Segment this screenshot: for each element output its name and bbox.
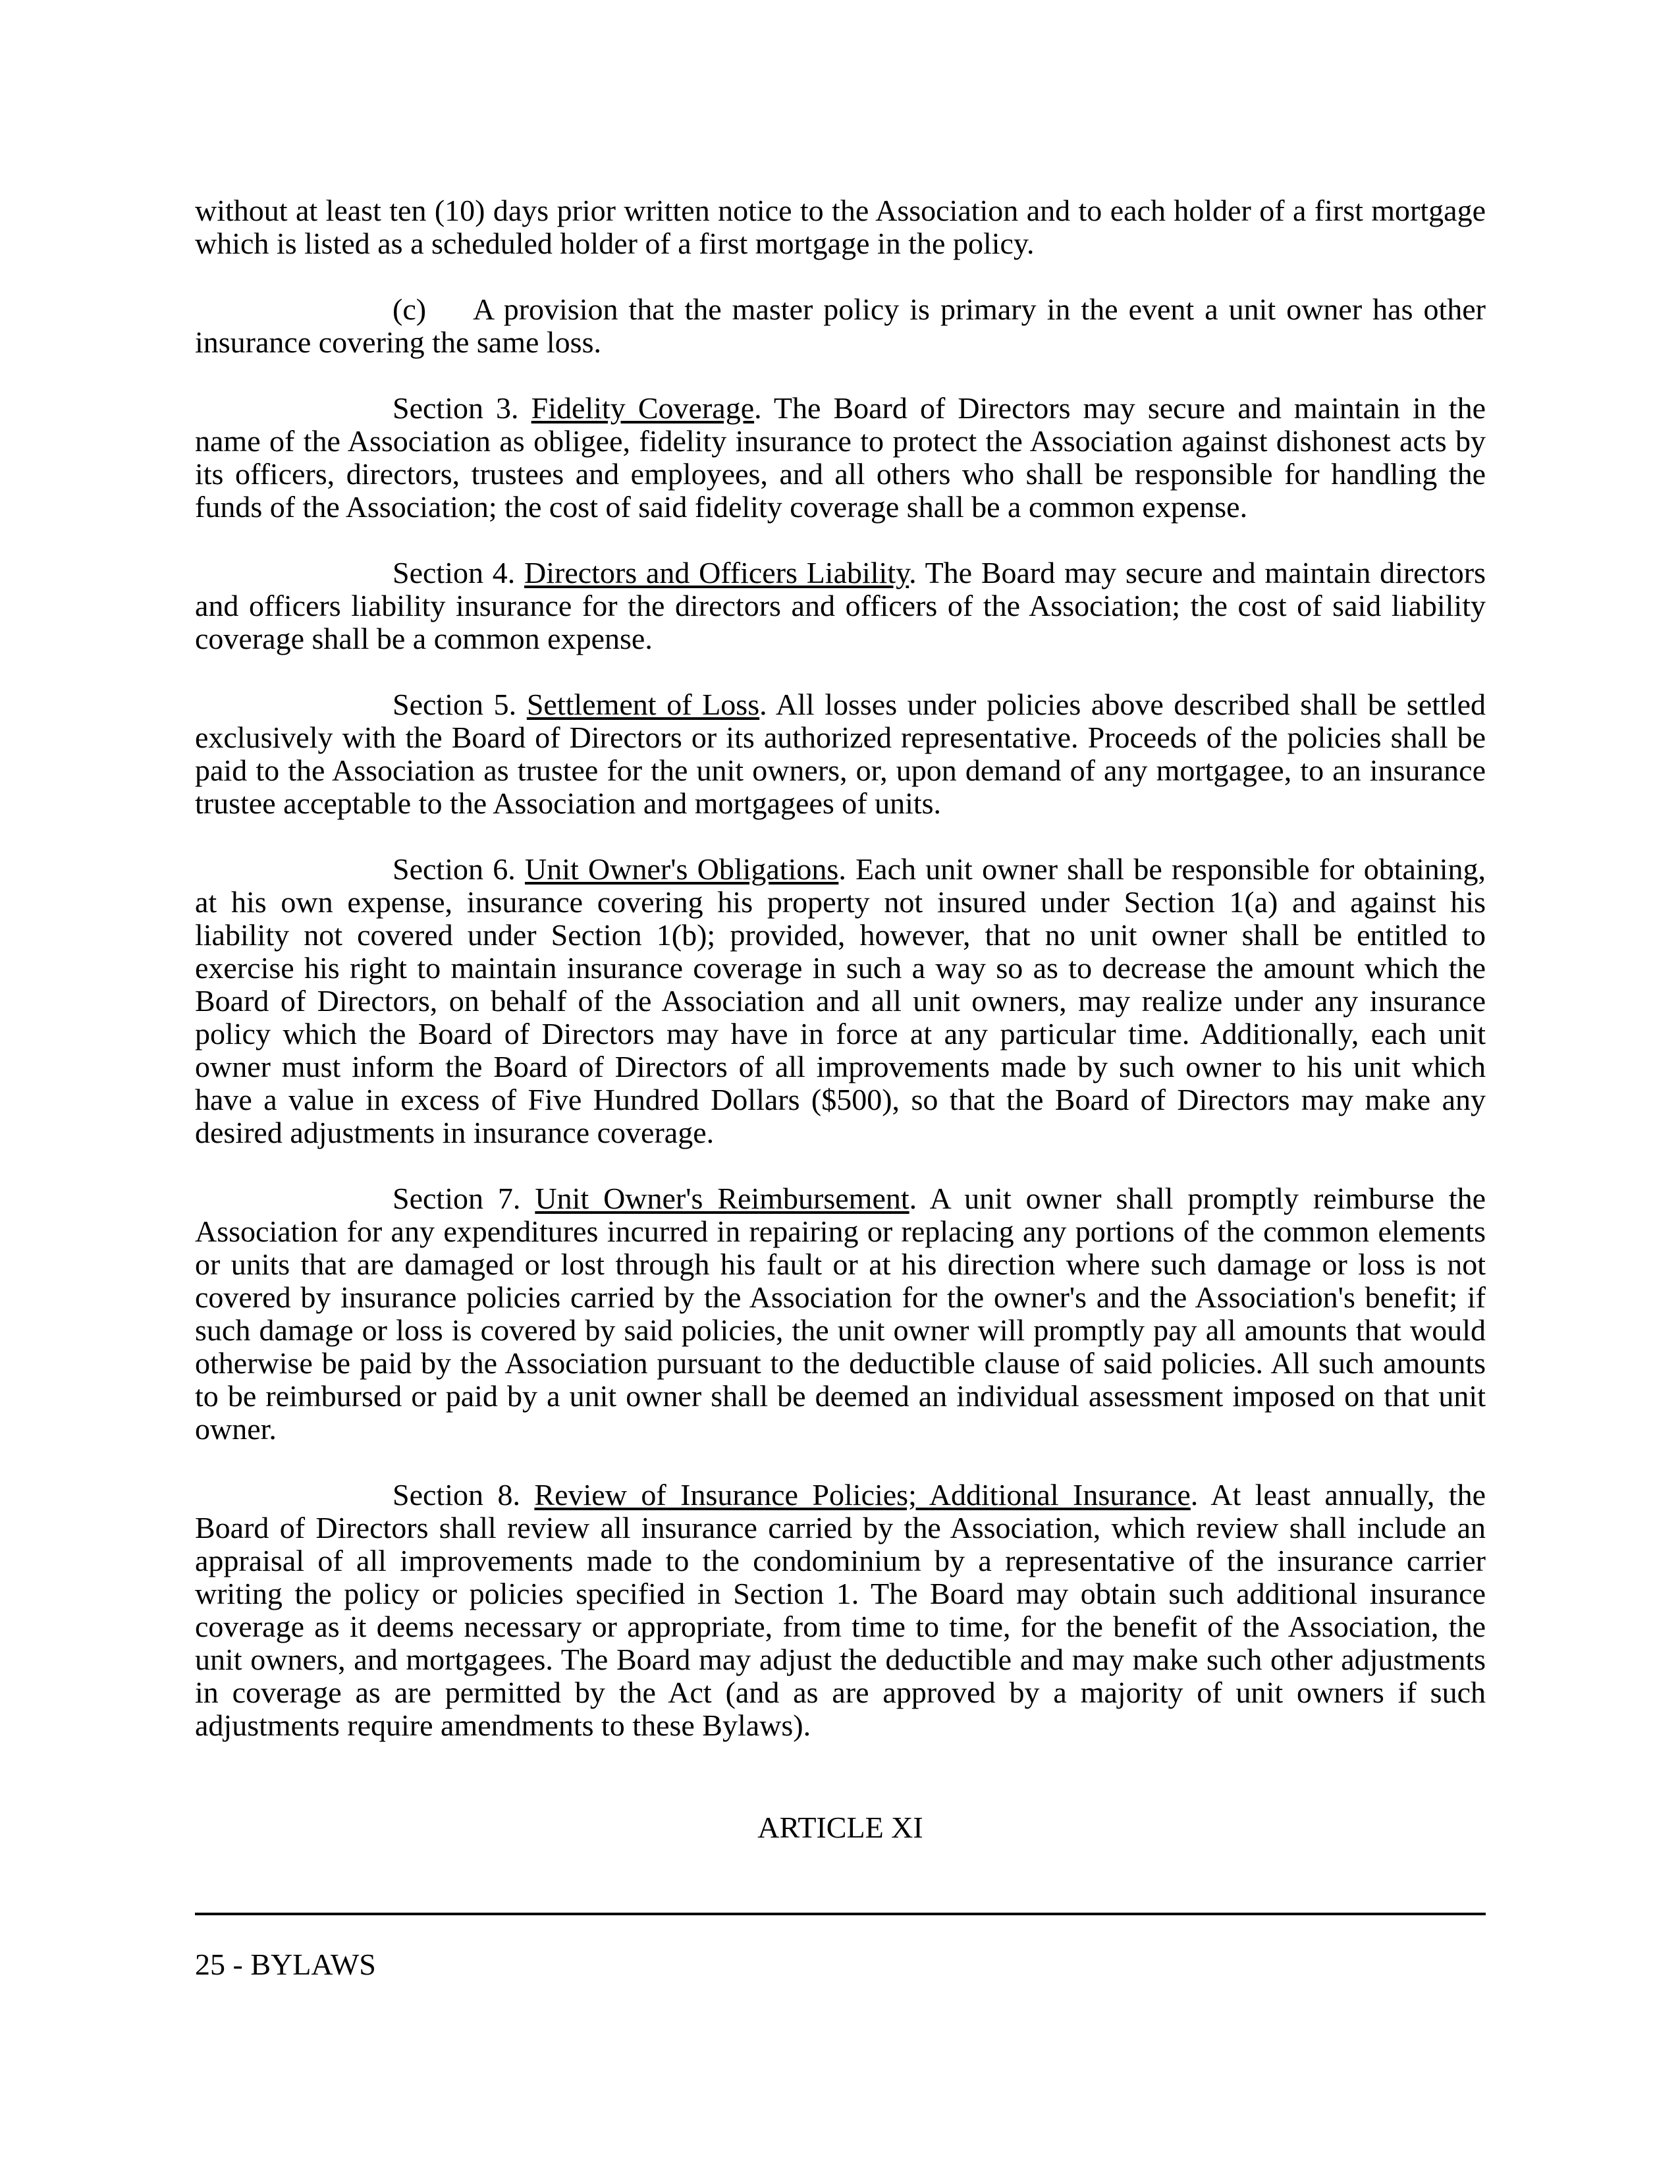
section-5-heading: Settlement of Loss [526,688,760,721]
paragraph-c-label: (c) [393,292,427,326]
paragraph-continuation [195,194,1486,260]
section-7 [195,1182,1486,1446]
section-3-number: Section 3. [393,391,519,425]
section-4-number: Section 4. [393,556,516,589]
section-8 [195,1479,1486,1742]
section-6-number: Section 6. [393,852,516,886]
paragraph-c [195,293,1486,359]
section-7-text: . A unit owner shall promptly reimburse the Association for any expenditures incurred in repairing or replacing any portions of the common elements or units that are damaged or lost through his fault or at his direction where such damage or loss is not covered by insurance policies carried by the Association for the owner's and the Association's benefit; if such damage or loss is covered by said policies, the unit owner will promptly pay all amounts that would otherwise be paid by the Association pursuant to the deductible clause of said policies. All such amounts to be reimbursed or paid by a unit owner shall be deemed an individual assessment imposed on that unit owner. [195,1182,1486,1446]
section-4-text: . The Board may secure and maintain directors and officers liability insurance for the directors and officers of the Association; the cost of said liability coverage shall be a common expense. [195,556,1486,655]
section-8-number: Section 8. [393,1478,520,1512]
section-6-heading: Unit Owner's Obligations [525,852,839,886]
section-5-number: Section 5. [393,688,517,721]
section-5 [195,688,1486,820]
footer-divider [195,1913,1486,1915]
paragraph-c-text: A provision that the master policy is primary in the event a unit owner has other insurance covering the same loss. [195,292,1486,359]
section-6 [195,853,1486,1149]
section-8-text: . At least annually, the Board of Directors shall review all insurance carried by the Association, which review shall include an appraisal of all improvements made to the condominium by a representative of the insurance carrier writing the policy or policies specified in Section 1. The Board may obtain such additional insurance coverage as it deems necessary or appropriate, from time to time, for the benefit of the Association, the unit owners, and mortgagees. The Board may adjust the deductible and may make such other adjustments in coverage as are permitted by the Act (and as are approved by a majority of unit owners if such adjustments require amendments to these Bylaws). [195,1478,1486,1742]
paragraph-continuation-text: without at least ten (10) days prior written notice to the Association and to each holder of a first mortgage which is listed as a scheduled holder of a first mortgage in the policy. [195,194,1486,260]
section-8-heading: Review of Insurance Policies; Additional Insurance [534,1478,1191,1512]
footer-page-label: 25 - BYLAWS [195,1948,376,1981]
article-heading: ARTICLE XI [757,1811,923,1844]
section-5-text: . All losses under policies above described shall be settled exclusively with the Board of Directors or its authorized representative. Proceeds of the policies shall be paid to the Association as trustee for the unit owners, or, upon demand of any mortgagee, to an insurance trustee acceptable to the Association and mortgagees of units. [195,688,1486,820]
section-3 [195,392,1486,524]
section-7-heading: Unit Owner's Reimbursement [535,1182,909,1215]
section-4-heading: Directors and Officers Liability [524,556,909,589]
section-7-number: Section 7. [393,1182,521,1215]
body-text [195,194,1486,1775]
section-3-text: . The Board of Directors may secure and maintain in the name of the Association as obligee, fidelity insurance to protect the Association against dishonest acts by its officers, directors, trustees and employees, and all others who shall be responsible for handling the funds of the Association; the cost of said fidelity coverage shall be a common expense. [195,391,1486,524]
section-4 [195,557,1486,655]
section-6-text: . Each unit owner shall be responsible for obtaining, at his own expense, insurance covering his property not insured under Section 1(a) and against his liability not covered under Section 1(b); provided, however, that no unit owner shall be entitled to exercise his right to maintain insurance coverage in such a way so as to decrease the amount which the Board of Directors, on behalf of the Association and all unit owners, may realize under any insurance policy which the Board of Directors may have in force at any particular time. Additionally, each unit owner must inform the Board of Directors of all improvements made by such owner to his unit which have a value in excess of Five Hundred Dollars ($500), so that the Board of Directors may make any desired adjustments in insurance coverage. [195,852,1486,1149]
section-3-heading: Fidelity Coverage [531,391,755,425]
